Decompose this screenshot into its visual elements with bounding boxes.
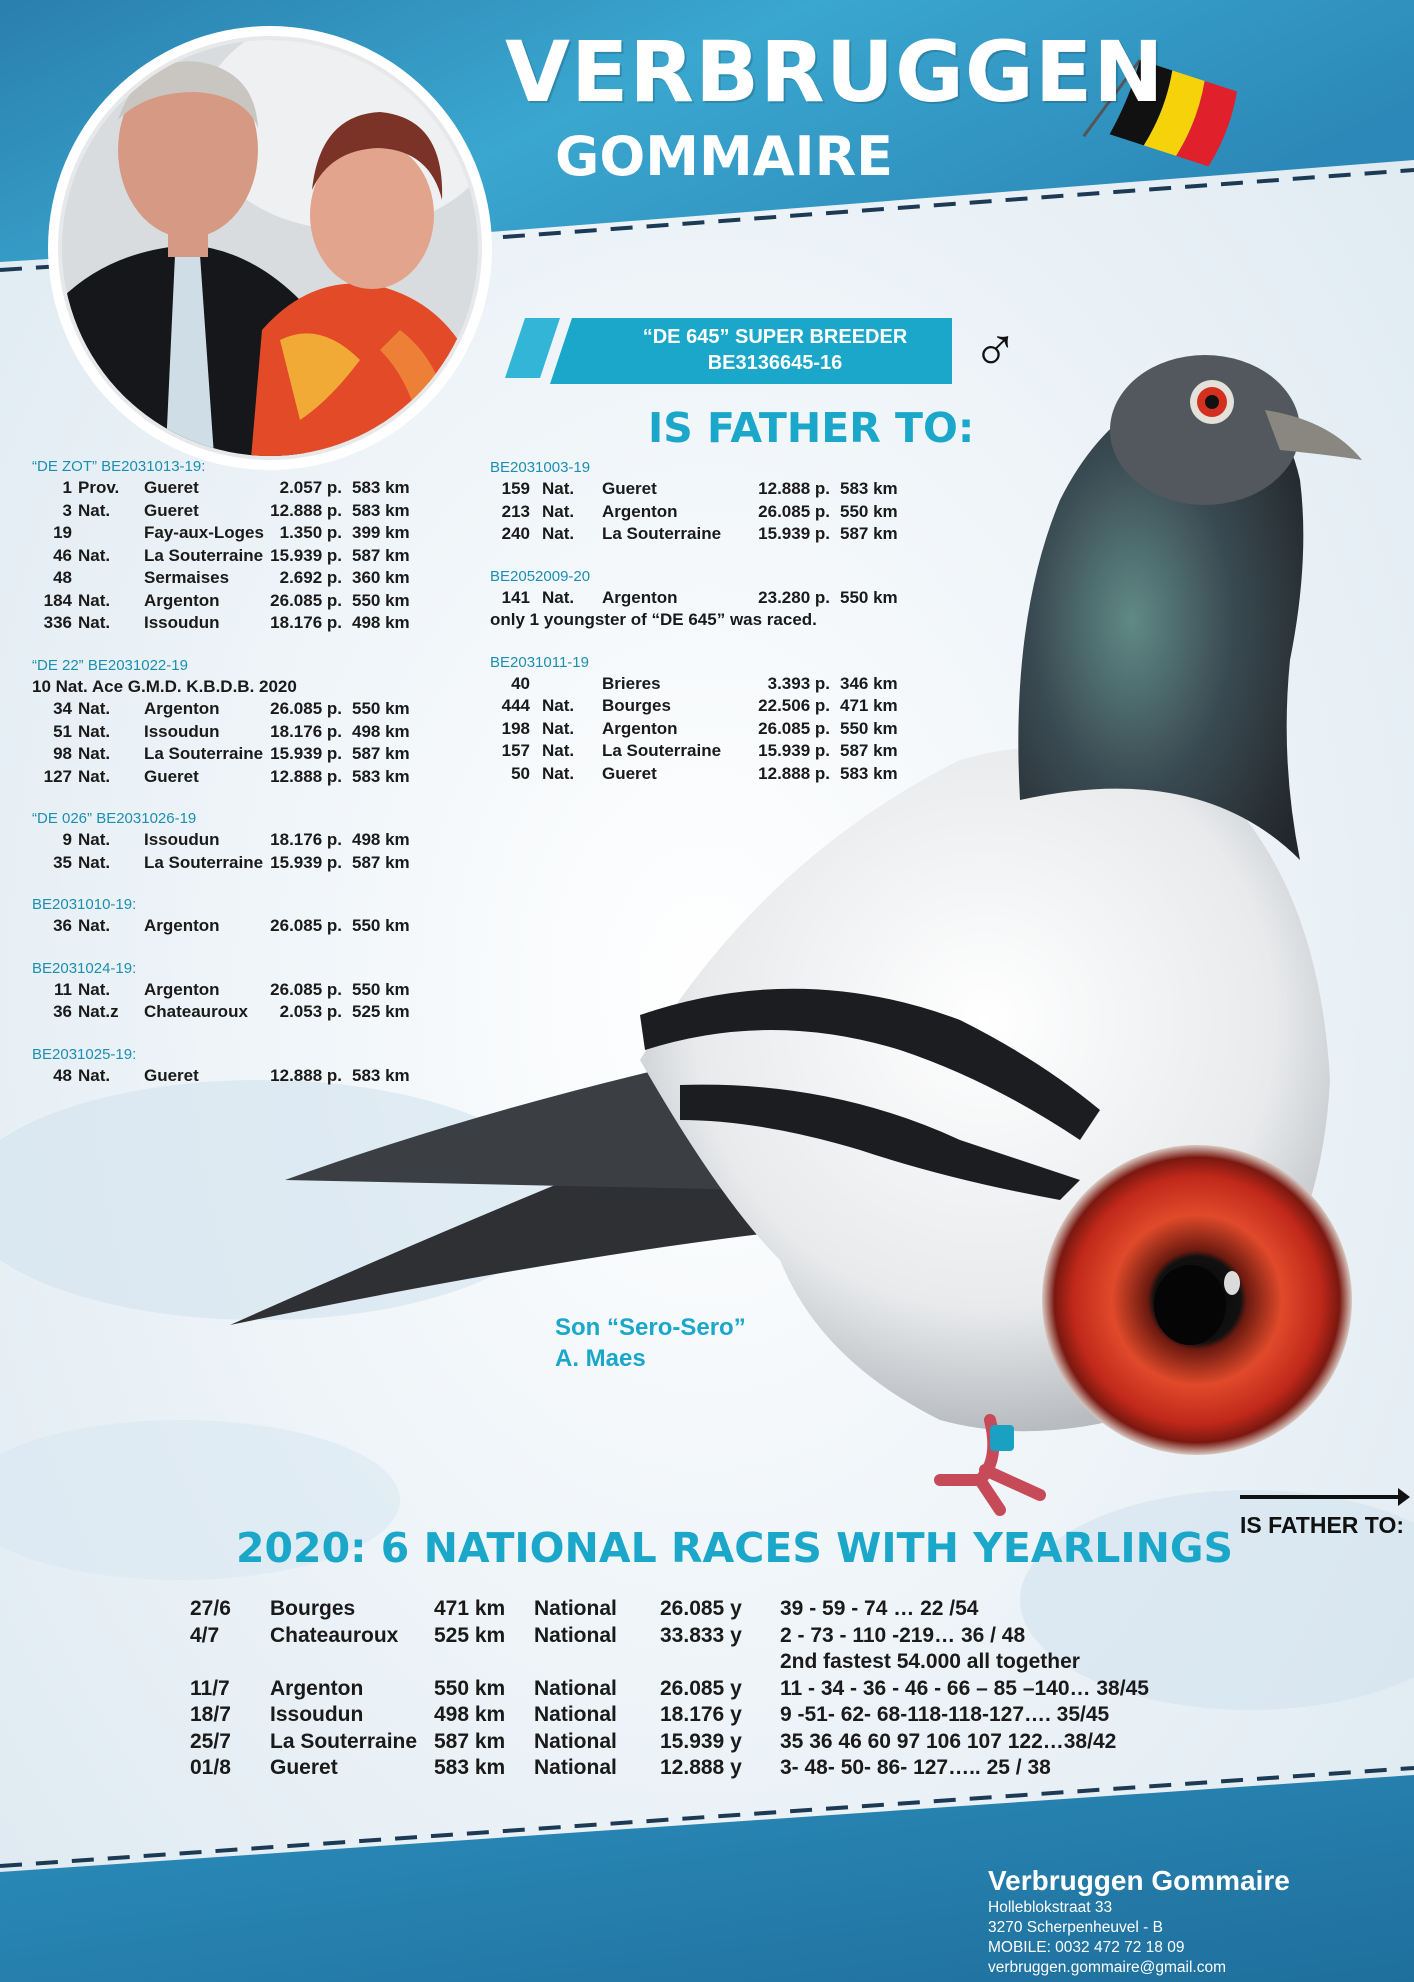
group-label: BE2031003-19: [490, 459, 591, 476]
race-row: [190, 1623, 1210, 1650]
pigeon-count: 15.939 p.: [270, 852, 342, 872]
race-type: National: [534, 1703, 617, 1726]
race-place: Argenton: [144, 916, 220, 935]
rank: 3: [62, 500, 72, 520]
race-row: [190, 1729, 1210, 1756]
pigeon-count: 12.888 p.: [270, 766, 342, 786]
race-place: Gueret: [270, 1756, 338, 1779]
distance: 550 km: [352, 699, 410, 718]
race-row: [190, 1649, 1210, 1676]
race-distance: 587 km: [434, 1729, 506, 1753]
distance: 587 km: [840, 524, 898, 543]
distance: 550 km: [352, 979, 410, 999]
pigeon-caption-line1: Son “Sero-Sero”: [555, 1314, 746, 1341]
rank: 336: [43, 613, 72, 632]
level: Nat.: [78, 766, 111, 786]
result-group: [32, 655, 462, 789]
race-place: Argenton: [144, 590, 220, 610]
level: Nat.: [78, 613, 111, 632]
distance: 346 km: [840, 673, 898, 693]
rank: 35: [53, 852, 72, 872]
race-pigeons: 12.888 y: [660, 1756, 742, 1779]
pigeon-count: 15.939 p.: [758, 524, 830, 543]
race-row: [190, 1596, 1210, 1623]
pigeon-count: 12.888 p.: [270, 500, 342, 520]
rank: 98: [53, 744, 72, 763]
level: Nat.: [78, 721, 111, 741]
pigeon-count: 26.085 p.: [270, 979, 342, 999]
result-group: [490, 566, 940, 632]
level: Nat.: [542, 524, 575, 543]
rank: 1: [62, 478, 72, 497]
rank: 48: [53, 568, 72, 587]
race-place: La Souterraine: [270, 1729, 418, 1753]
distance: 550 km: [352, 916, 410, 935]
race-place: La Souterraine: [602, 524, 722, 543]
group-note: only 1 youngster of “DE 645” was raced.: [490, 610, 817, 629]
rank: 9: [62, 830, 72, 849]
race-place: Argenton: [602, 587, 678, 607]
race-place: Chateauroux: [144, 1002, 248, 1021]
rank: 48: [53, 1065, 72, 1085]
result-row: [32, 522, 462, 545]
race-pigeons: 26.085 y: [660, 1676, 742, 1700]
footer-email: verbruggen.gommaire@gmail.com: [988, 1959, 1226, 1976]
race-place: La Souterraine: [144, 545, 264, 565]
footer-city: 3270 Scherpenheuvel - B: [988, 1919, 1163, 1936]
result-group: [32, 808, 462, 874]
result-row: [490, 673, 940, 696]
result-row: [490, 740, 940, 763]
level: Nat.: [542, 587, 575, 607]
pigeon-count: 12.888 p.: [758, 763, 830, 783]
breeder-name: VERBRUGGEN: [505, 23, 1165, 121]
race-place: Bourges: [270, 1597, 356, 1620]
race-place: Sermaises: [144, 568, 230, 587]
race-type: National: [534, 1597, 617, 1620]
level: Nat.: [542, 741, 575, 760]
race-place: Chateauroux: [270, 1623, 399, 1647]
level: Nat.: [78, 830, 111, 849]
rank: 11: [54, 979, 72, 999]
race-place: Fay-aux-Loges: [144, 523, 264, 542]
race-type: National: [534, 1756, 617, 1779]
rank: 141: [501, 587, 530, 607]
race-distance: 550 km: [434, 1676, 506, 1700]
distance: 525 km: [352, 1002, 410, 1021]
result-row: [32, 1065, 462, 1088]
race-results: 9 -51- 62- 68-118-118-127…. 35/45: [780, 1703, 1110, 1726]
result-group: [32, 1044, 462, 1088]
pigeon-caption-line2: A. Maes: [555, 1345, 646, 1372]
level: Nat.: [78, 699, 111, 718]
race-place: La Souterraine: [602, 741, 722, 760]
result-row: [490, 523, 940, 546]
race-pigeons: 26.085 y: [660, 1597, 742, 1620]
distance: 550 km: [840, 718, 898, 738]
race-place: Argenton: [144, 979, 220, 999]
result-row: [32, 612, 462, 635]
group-label: BE2031011-19: [490, 653, 589, 671]
distance: 360 km: [352, 568, 410, 587]
result-group: [490, 652, 940, 786]
level: Nat.: [78, 545, 111, 565]
race-place: Gueret: [602, 763, 657, 783]
pigeon-count: 26.085 p.: [758, 501, 830, 521]
result-row: [32, 567, 462, 590]
rank: 46: [53, 545, 72, 565]
group-label: BE2052009-20: [490, 567, 591, 585]
distance: 550 km: [352, 590, 410, 610]
pigeon-count: 26.085 p.: [758, 718, 830, 738]
race-place: Gueret: [602, 479, 657, 498]
rank: 159: [501, 479, 530, 498]
group-label: BE2031025-19:: [32, 1045, 137, 1063]
rank: 40: [511, 673, 530, 693]
race-type: National: [534, 1623, 617, 1647]
race-date: 4/7: [190, 1623, 220, 1647]
race-date: 27/6: [190, 1597, 231, 1620]
race-results: 11 - 34 - 36 - 46 - 66 – 85 –140… 38/45: [780, 1676, 1149, 1700]
race-place: Issoudun: [270, 1703, 364, 1726]
result-row: [32, 590, 462, 613]
pigeon-count: 2.053 p.: [279, 1002, 342, 1021]
group-label: “DE 22” BE2031022-19: [32, 656, 188, 674]
race-distance: 583 km: [434, 1756, 506, 1779]
pigeon-count: 22.506 p.: [758, 696, 830, 715]
pigeon-count: 12.888 p.: [270, 1065, 342, 1085]
rank: 34: [53, 699, 72, 718]
race-date: 25/7: [190, 1729, 231, 1753]
pigeon-count: 15.939 p.: [270, 545, 342, 565]
group-label: “DE ZOT” BE2031013-19:: [32, 458, 206, 475]
result-row: [32, 979, 462, 1002]
distance: 587 km: [352, 545, 410, 565]
result-row: [32, 698, 462, 721]
race-date: 01/8: [190, 1756, 231, 1779]
rank: 240: [501, 524, 530, 543]
distance: 583 km: [352, 1065, 410, 1085]
pigeon-count: 18.176 p.: [270, 721, 342, 741]
races-table: [190, 1596, 1210, 1782]
breeder-ring: BE3136645-16: [707, 352, 843, 374]
middle-results-column: [490, 457, 940, 785]
result-row: [32, 829, 462, 852]
level: Nat.: [78, 590, 111, 610]
race-place: Gueret: [144, 1065, 199, 1085]
race-place: Brieres: [602, 673, 661, 693]
footer-name: Verbruggen Gommaire: [988, 1865, 1290, 1896]
race-results: 2 - 73 - 110 -219… 36 / 48: [780, 1623, 1026, 1647]
rank: 50: [511, 763, 530, 783]
race-place: Argenton: [602, 501, 678, 521]
distance: 583 km: [840, 479, 898, 498]
pigeon-count: 12.888 p.: [758, 479, 830, 498]
pigeon-count: 1.350 p.: [279, 523, 342, 542]
race-place: Gueret: [144, 500, 199, 520]
footer-mobile: MOBILE: 0032 472 72 18 09: [988, 1939, 1185, 1956]
race-place: Argenton: [270, 1676, 364, 1700]
result-row: [490, 587, 940, 610]
distance: 583 km: [352, 478, 410, 497]
pigeon-count: 15.939 p.: [270, 744, 342, 763]
pigeon-count: 3.393 p.: [767, 673, 830, 693]
distance: 583 km: [352, 500, 410, 520]
level: Nat.: [78, 916, 111, 935]
level: Nat.: [542, 501, 575, 521]
pigeon-count: 26.085 p.: [270, 916, 342, 935]
result-row: [32, 766, 462, 789]
race-row: [190, 1676, 1210, 1703]
distance: 399 km: [352, 523, 410, 542]
distance: 583 km: [840, 763, 898, 783]
rank: 184: [43, 590, 72, 610]
footer-street: Holleblokstraat 33: [988, 1899, 1113, 1916]
result-row: [32, 477, 462, 500]
distance: 583 km: [352, 766, 410, 786]
level: Nat.: [78, 979, 111, 999]
rank: 198: [501, 718, 530, 738]
group-label: “DE 026” BE2031026-19: [32, 810, 197, 827]
left-results-column: [32, 456, 462, 1087]
pigeon-count: 18.176 p.: [270, 830, 342, 849]
result-row: [490, 478, 940, 501]
distance: 498 km: [352, 613, 410, 632]
level: Nat.: [542, 763, 575, 783]
level: Nat.: [78, 744, 111, 763]
result-row: [32, 545, 462, 568]
rank: 36: [53, 916, 72, 935]
distance: 471 km: [840, 696, 898, 715]
pigeon-count: 26.085 p.: [270, 590, 342, 610]
race-distance: 525 km: [434, 1623, 506, 1647]
result-row: [32, 852, 462, 875]
rank: 51: [53, 721, 72, 741]
breeder-subname: GOMMAIRE: [555, 125, 894, 188]
level: Nat.: [542, 479, 575, 498]
result-group: [32, 894, 462, 938]
level: Prov.: [78, 478, 120, 497]
distance: 587 km: [352, 852, 410, 872]
race-row: [190, 1702, 1210, 1729]
arrow-label: IS FATHER TO:: [1240, 1512, 1404, 1538]
race-date: 11/7: [190, 1676, 230, 1700]
race-pigeons: 18.176 y: [660, 1703, 742, 1726]
result-row: [32, 500, 462, 523]
race-place: Issoudun: [144, 613, 220, 632]
result-row: [32, 1001, 462, 1024]
race-type: National: [534, 1729, 617, 1753]
distance: 498 km: [352, 830, 410, 849]
result-row: [490, 695, 940, 718]
race-results: 3- 48- 50- 86- 127….. 25 / 38: [780, 1756, 1051, 1779]
footer-contact: [988, 1864, 1290, 1978]
group-note: 10 Nat. Ace G.M.D. K.B.D.B. 2020: [32, 676, 297, 696]
male-icon: ♂: [972, 316, 1019, 385]
race-place: Gueret: [144, 766, 199, 786]
rank: 127: [43, 766, 72, 786]
level: Nat.: [78, 1065, 111, 1085]
pigeon-count: 26.085 p.: [270, 699, 342, 718]
race-place: Bourges: [602, 696, 671, 715]
pigeon-count: 18.176 p.: [270, 613, 342, 632]
level: Nat.: [542, 718, 575, 738]
result-row: [490, 763, 940, 786]
pigeon-count: 2.692 p.: [279, 568, 342, 587]
result-row: [32, 743, 462, 766]
distance: 587 km: [352, 744, 410, 763]
race-type: National: [534, 1676, 617, 1700]
level: Nat.z: [78, 1002, 119, 1021]
result-group: [490, 457, 940, 546]
rank: 19: [53, 523, 72, 542]
result-group: [32, 958, 462, 1024]
race-place: Argenton: [144, 699, 220, 718]
group-label: BE2031024-19:: [32, 959, 137, 977]
result-row: [32, 721, 462, 744]
breeder-nickname: “DE 645” SUPER BREEDER: [642, 326, 908, 348]
race-distance: 471 km: [434, 1597, 506, 1620]
race-place: Gueret: [144, 478, 199, 497]
race-results: 39 - 59 - 74 … 22 /54: [780, 1597, 979, 1620]
race-place: Issoudun: [144, 721, 220, 741]
rank: 444: [501, 696, 530, 715]
distance: 498 km: [352, 721, 410, 741]
result-row: [32, 915, 462, 938]
rank: 213: [501, 501, 530, 521]
distance: 550 km: [840, 587, 898, 607]
pigeon-count: 2.057 p.: [279, 478, 342, 497]
distance: 587 km: [840, 741, 898, 760]
race-results: 35 36 46 60 97 106 107 122…38/42: [780, 1729, 1117, 1753]
races-title: 2020: 6 NATIONAL RACES WITH YEARLINGS: [236, 1524, 1234, 1572]
distance: 550 km: [840, 501, 898, 521]
race-place: Argenton: [602, 718, 678, 738]
race-pigeons: 33.833 y: [660, 1623, 742, 1647]
result-row: [490, 501, 940, 524]
race-date: 18/7: [190, 1703, 231, 1726]
race-row: [190, 1755, 1210, 1782]
level: Nat.: [78, 500, 111, 520]
pigeon-count: 23.280 p.: [758, 587, 830, 607]
group-label: BE2031010-19:: [32, 896, 137, 913]
race-place: La Souterraine: [144, 744, 264, 763]
race-results: 2nd fastest 54.000 all together: [780, 1650, 1080, 1673]
is-father-to-heading: IS FATHER TO:: [648, 404, 975, 452]
pigeon-count: 15.939 p.: [758, 741, 830, 760]
result-row: [490, 718, 940, 741]
race-place: Issoudun: [144, 830, 220, 849]
super-breeder-ribbon: [600, 324, 950, 376]
result-group: [32, 456, 462, 635]
rank: 36: [53, 1002, 72, 1021]
level: Nat.: [542, 696, 575, 715]
level: Nat.: [78, 852, 111, 872]
pigeon-caption: [555, 1312, 746, 1374]
race-place: La Souterraine: [144, 852, 264, 872]
race-pigeons: 15.939 y: [660, 1729, 742, 1753]
race-distance: 498 km: [434, 1703, 506, 1726]
rank: 157: [501, 741, 530, 760]
